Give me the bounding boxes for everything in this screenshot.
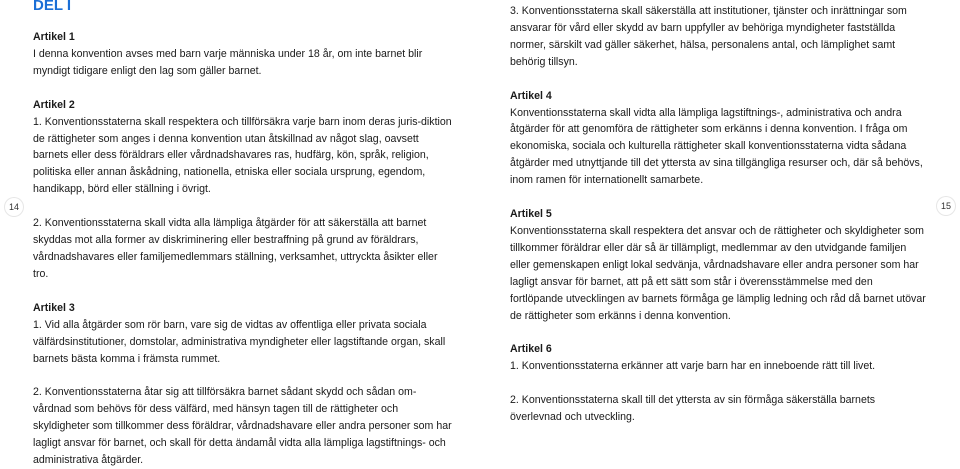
part-title: DEL I <box>33 0 72 14</box>
article-3-title: Artikel 3 <box>33 301 75 314</box>
page-number-right: 15 <box>937 197 955 215</box>
article-4-text: Konventionsstaterna skall vidta alla lämpliga lagstiftnings-, administrativa och andra åtgärder för att genomföra de rättigheter som erkänns i denna konvention. I fråga om ekonomiska, sociala och kulturella rättigheter skall konventionsstaterna vidta sådana åtgärder med utnyttjande till det yttersta av sina tillgängliga resurser och, där så behövs, inom ramen för internationellt samarbete. <box>510 106 923 187</box>
article-1-title: Artikel 1 <box>33 31 75 43</box>
article-3-paragraph-2: 2. Konventionsstaterna åtar sig att tillförsäkra barnet sådant skydd och sådan om-vårdnad som behövs för dess välfärd, med hänsyn tagen till de rättigheter och skyldigheter som tillkommer dess föräldrar, vårdnadshavare eller andra personer som har lagligt ansvar för barnet, och skall för detta ändamål vidta alla lämpliga lagstiftnings- och administrativa åtgärder. <box>33 386 452 467</box>
left-column <box>33 29 453 469</box>
article-6-paragraph-1: 1. Konventionsstaterna erkänner att varje barn har en inneboende rätt till livet. <box>510 360 876 373</box>
article-4-title: Artikel 4 <box>510 89 552 102</box>
article-2-paragraph-1: 1. Konventionsstaterna skall respektera och tillförsäkra varje barn inom deras juris-diktion de rättigheter som anges i denna konvention utan åtskillnad av något slag, oavsett barnets eller dess föräldrars eller vårdnadshavares ras, hudfärg, kön, språk, religion, politiska eller annan åskådning, nationella, etniska eller sociala ursprung, egendom, handikapp, börd eller ställning i övrigt. <box>33 115 452 196</box>
article-6-paragraph-2: 2. Konventionsstaterna skall till det yttersta av sin förmåga säkerställa barnets överlevnad och utveckling. <box>510 394 876 424</box>
article-2-paragraph-2: 2. Konventionsstaterna skall vidta alla lämpliga åtgärder för att säkerställa att barnet skyddas mot alla former av diskriminering eller bestraffning på grund av föräldrars, vårdnadshavares eller familjemedlemmars ställning, verksamhet, uttryckta åsikter eller tro. <box>33 217 438 280</box>
article-3-paragraph-1: 1. Vid alla åtgärder som rör barn, vare sig de vidtas av offentliga eller privata sociala välfärdsinstitutioner, domstolar, administrativa myndigheter eller lagstiftande organ, skall barnets bästa komma i främsta rummet. <box>33 318 446 365</box>
article-3-paragraph-3: 3. Konventionsstaterna skall säkerställa att institutioner, tjänster och inrättningar som ansvarar för vård eller skydd av barn uppfyller av behöriga myndigheter fastställda normer, särskilt vad gäller säkerhet, hälsa, personalens antal, och lämplighet samt behörig tillsyn. <box>510 5 907 68</box>
article-2-title: Artikel 2 <box>33 98 75 111</box>
article-1-text: I denna konvention avses med barn varje människa under 18 år, om inte barnet blir myndigt tidigare enligt den lag som gäller barnet. <box>33 47 423 77</box>
article-5-title: Artikel 5 <box>510 208 552 221</box>
article-6-title: Artikel 6 <box>510 343 552 356</box>
article-5-text: Konventionsstaterna skall respektera det ansvar och de rättigheter och skyldigheter som tillkommer föräldrar eller där så är tillämpligt, medlemmar av den utvidgande familjen eller gemenskapen enligt lokal sedvänja, vårdnadshavare eller andra personer som har lagligt ansvar för barnet, att på ett sätt som står i överensstämmelse med den fortlöpande utvecklingen av barnets förmåga ge lämplig ledning och råd då barnet utövar de rättigheter som erkänns i denna konvention. <box>510 224 926 322</box>
page-number-left: 14 <box>5 198 23 216</box>
right-column <box>510 3 928 426</box>
